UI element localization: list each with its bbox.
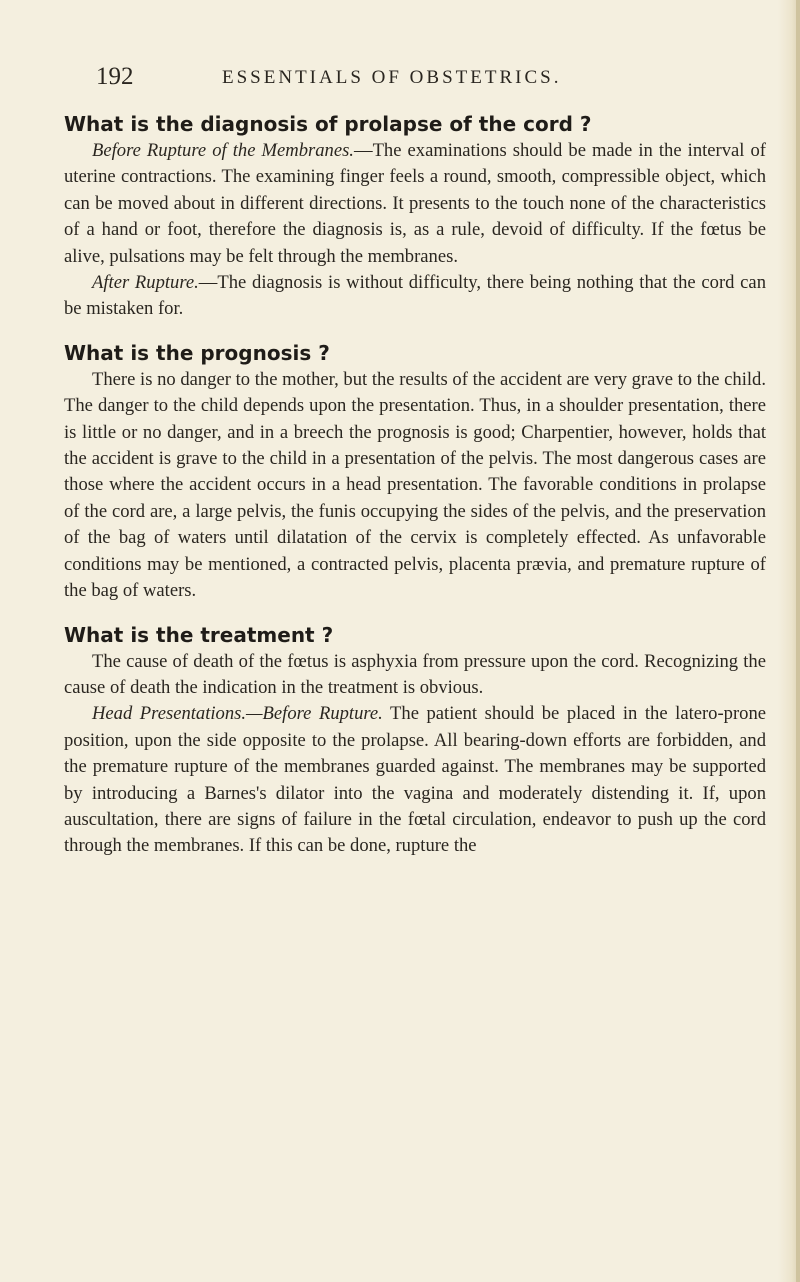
page-number: 192 bbox=[96, 63, 134, 90]
paragraph-text: The cause of death of the fœtus is asphyxia from pressure upon the cord. Recognizing the cause of death the indication in the treatment is obvious. bbox=[64, 650, 766, 698]
paragraph-text: —The examinations should be made in the interval of uterine contractions. The examining finger feels a round, smooth, compressible object, which can be moved about in different directions. It presents to the touch none of the characteristics of a hand or foot, therefore the diagnosis is, as a rule, devoid of difficulty. If the fœtus be alive, pulsations may be felt through the membranes. bbox=[64, 140, 766, 267]
paragraph-label: After Rupture. bbox=[92, 272, 199, 294]
section-treatment bbox=[64, 621, 766, 860]
page-shadow bbox=[796, 0, 800, 1282]
question-heading: What is the treatment ? bbox=[64, 622, 334, 647]
paragraph-text: There is no danger to the mother, but the results of the accident are very grave to the child. The danger to the child depends upon the presentation. Thus, in a shoulder presentation, there is little or no danger, and in a breech the prognosis is good; Charpentier, however, holds that the accident is grave to the child in a presentation of the pelvis. The most dangerous cases are those where the accident occurs in a head presentation. The favorable conditions in prolapse of the cord are, a large pelvis, the funis occupying the sides of the pelvis, and the preservation of the bag of waters until dilatation of the cervix is completely effected. As unfavorable conditions may be mentioned, a contracted pelvis, placenta prævia, and premature rupture of the bag of waters. bbox=[64, 368, 766, 602]
page-header bbox=[96, 62, 776, 102]
page-body bbox=[64, 110, 766, 860]
paragraph bbox=[64, 270, 766, 323]
paragraph-label: Before Rupture of the Membranes. bbox=[92, 140, 354, 161]
question-heading: What is the prognosis ? bbox=[64, 340, 330, 365]
paragraph bbox=[64, 367, 766, 605]
running-title: ESSENTIALS OF OBSTETRICS. bbox=[222, 67, 562, 88]
paragraph bbox=[64, 649, 766, 702]
paragraph-label: Head Presentations.—Before Rupture. bbox=[92, 703, 383, 725]
paragraph-text: The patient should be placed in the latero-prone position, upon the side opposite to the prolapse. All bearing-down efforts are forbidden, and the premature rupture of the membranes guarded against. The membranes may be supported by introducing a Barnes's dilator into the vagina and moderately distending it. If, upon auscultation, there are signs of failure in the fœtal circulation, endeavor to push up the cord through the membranes. If this can be done, rupture the bbox=[64, 703, 767, 857]
section-diagnosis bbox=[64, 110, 766, 323]
question-heading: What is the diagnosis of prolapse of the cord ? bbox=[64, 112, 592, 136]
paragraph bbox=[64, 138, 766, 270]
paragraph bbox=[64, 701, 766, 859]
paragraph-text: —The diagnosis is without difficulty, there being nothing that the cord can be mistaken for. bbox=[64, 272, 766, 320]
section-prognosis bbox=[64, 339, 766, 605]
